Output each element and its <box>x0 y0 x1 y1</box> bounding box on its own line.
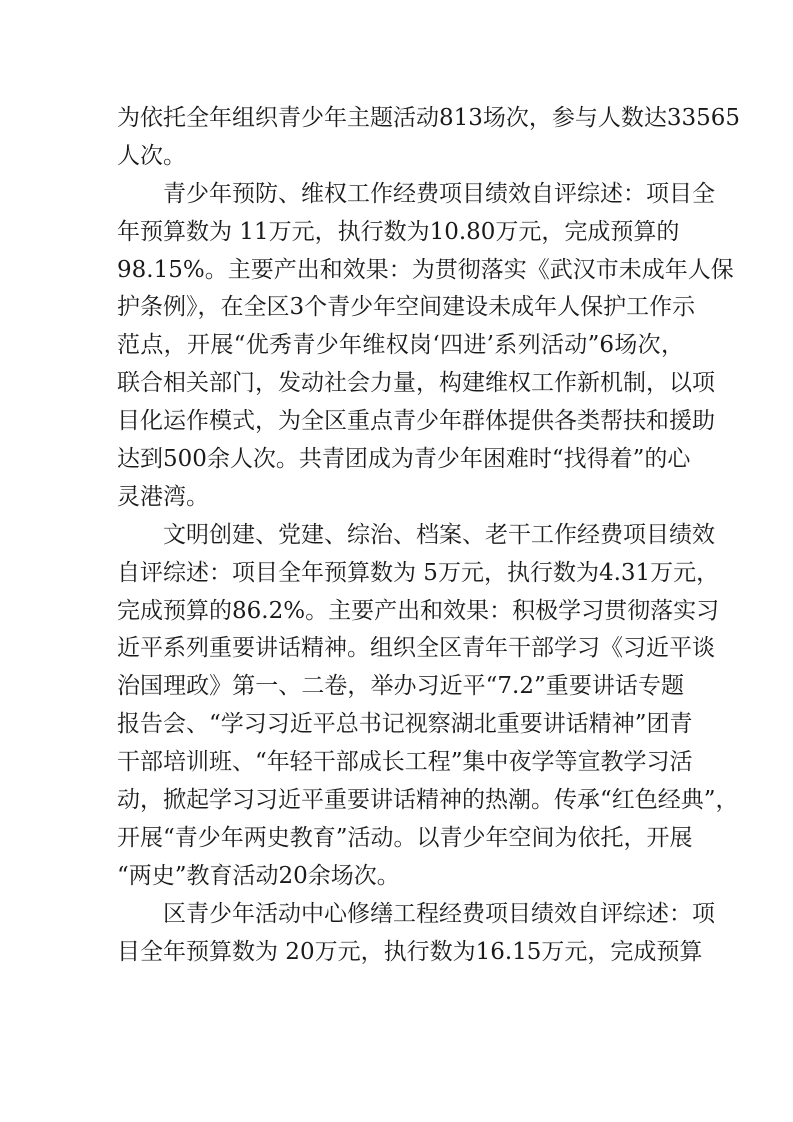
text-line: 达到500余人次。共青团成为青少年困难时“找得着”的心 <box>117 446 691 473</box>
text-line: 报告会、“学习习近平总书记视察湖北重要讲话精神”团青 <box>117 711 693 738</box>
text-line: “两史”教育活动20余场次。 <box>117 862 400 889</box>
text-line: 为依托全年组织青少年主题活动813场次，参与人数达33565 <box>117 105 741 131</box>
text-line: 人次。 <box>117 142 186 169</box>
text-line: 动，掀起学习习近平重要讲话精神的热潮。传承“红色经典”， <box>117 787 739 814</box>
body-text <box>117 100 741 971</box>
text-line: 开展“青少年两史教育”活动。以青少年空间为依托，开展 <box>117 824 693 851</box>
text-line: 完成预算的86.2%。主要产出和效果：积极学习贯彻落实习 <box>117 597 720 624</box>
text-line: 范点，开展“优秀青少年维权岗‘四进’系列活动”6场次， <box>117 332 684 359</box>
text-line: 近平系列重要讲话精神。组织全区青年干部学习《习近平谈 <box>117 635 715 662</box>
text-line: 灵港湾。 <box>117 483 209 510</box>
text-line: 护条例》，在全区3个青少年空间建设未成年人保护工作示 <box>117 294 696 321</box>
text-line: 治国理政》第一、二卷，举办习近平“7.2”重要讲话专题 <box>117 673 684 700</box>
text-line: 年预算数为 11万元，执行数为10.80万元，完成预算的 <box>117 218 680 245</box>
paragraph-first-line: 青少年预防、维权工作经费项目绩效自评综述：项目全 <box>163 180 715 207</box>
paragraph-first-line: 文明创建、党建、综治、档案、老干工作经费项目绩效 <box>163 521 715 548</box>
text-line: 98.15%。主要产出和效果：为贯彻落实《武汉市未成年人保 <box>117 256 734 283</box>
text-line: 干部培训班、“年轻干部成长工程”集中夜学等宣教学习活 <box>117 749 693 776</box>
text-line: 目化运作模式，为全区重点青少年群体提供各类帮扶和援助 <box>117 408 715 435</box>
paragraph-first-line: 区青少年活动中心修缮工程经费项目绩效自评综述：项 <box>163 900 715 927</box>
text-line: 目全年预算数为 20万元，执行数为16.15万元，完成预算 <box>117 938 703 965</box>
text-line: 自评综述：项目全年预算数为 5万元，执行数为4.31万元， <box>117 559 720 586</box>
text-line: 联合相关部门，发动社会力量，构建维权工作新机制，以项 <box>117 370 715 397</box>
